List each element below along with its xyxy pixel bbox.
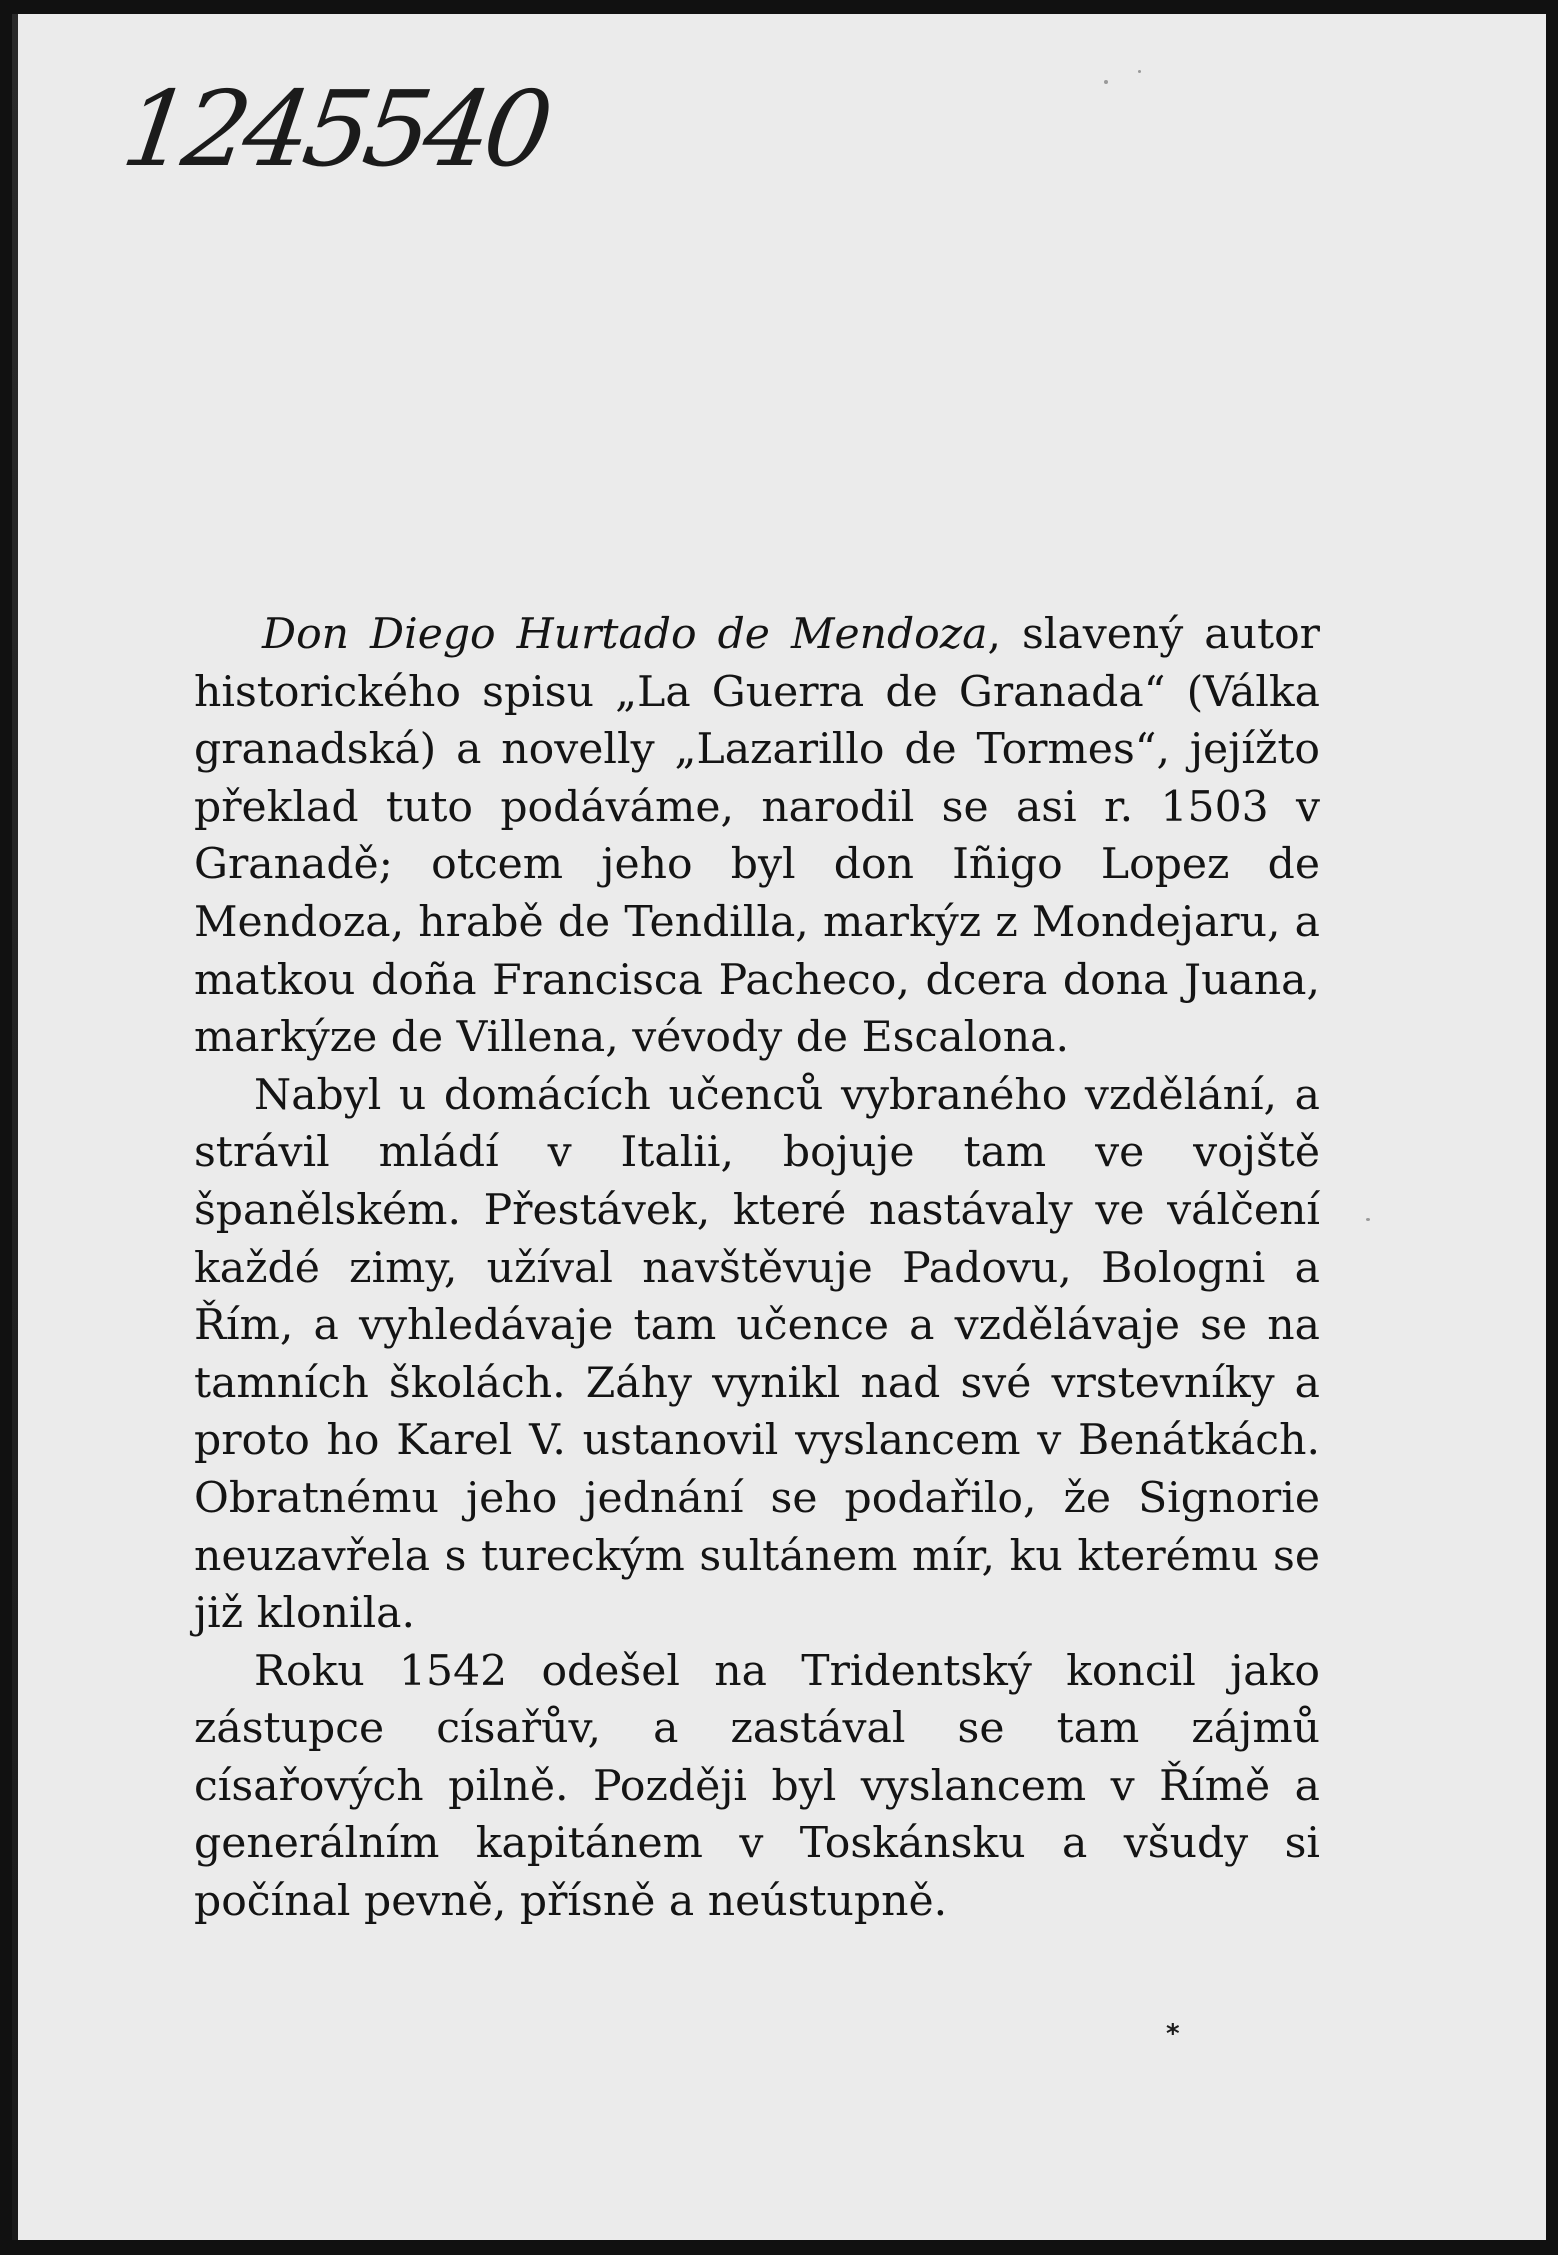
document-page bbox=[12, 14, 1546, 2240]
body-text bbox=[194, 606, 1320, 1931]
paper-speck bbox=[1138, 70, 1141, 73]
author-name: Don Diego Hurtado de Mendoza bbox=[262, 610, 988, 659]
paper-speck bbox=[1366, 1218, 1370, 1221]
asterisk-ornament: * bbox=[1166, 2019, 1180, 2049]
paragraph-2: Nabyl u domácích učenců vybraného vzdělání, a strávil mládí v Italii, bojuje tam ve vojště španělském. Přestávek, které nastávaly ve válčení každé zimy, užíval navštěvuje Padovu, Bologni a Řím, a vyhledávaje tam učence a vzdělávaje se na tamních školách. Záhy vynikl nad své vrstevníky a proto ho Karel V. ustanovil vyslancem v Benátkách. Obratnému jeho jednání se podařilo, že Signorie neuzavřela s tureckým sultánem mír, ku kterému se již klonila. bbox=[194, 1070, 1320, 1639]
handwritten-shelfmark: 1245540 bbox=[115, 68, 554, 190]
paragraph-1-text: , slavený autor historického spisu „La Guerra de Granada“ (Válka granadská) a novelly „Lazarillo de Tormes“, jejížto překlad tuto podáváme, narodil se asi r. 1503 v Granadě; otcem jeho byl don Iñigo Lopez de Mendoza, hrabě de Tendilla, markýz z Mondejaru, a matkou doña Francisca Pacheco, dcera dona Juana, markýze de Villena, vévody de Escalona. bbox=[194, 610, 1320, 1063]
paper-speck bbox=[1104, 80, 1108, 84]
paragraph-3: Roku 1542 odešel na Tridentský koncil jako zástupce císařův, a zastával se tam zájmů císařových pilně. Později byl vyslancem v Římě a generálním kapitánem v Toskánsku a všudy si počínal pevně, přísně a neústupně. bbox=[194, 1646, 1320, 1927]
page-binding-edge bbox=[12, 14, 18, 2240]
paragraph-1 bbox=[194, 606, 1320, 1067]
